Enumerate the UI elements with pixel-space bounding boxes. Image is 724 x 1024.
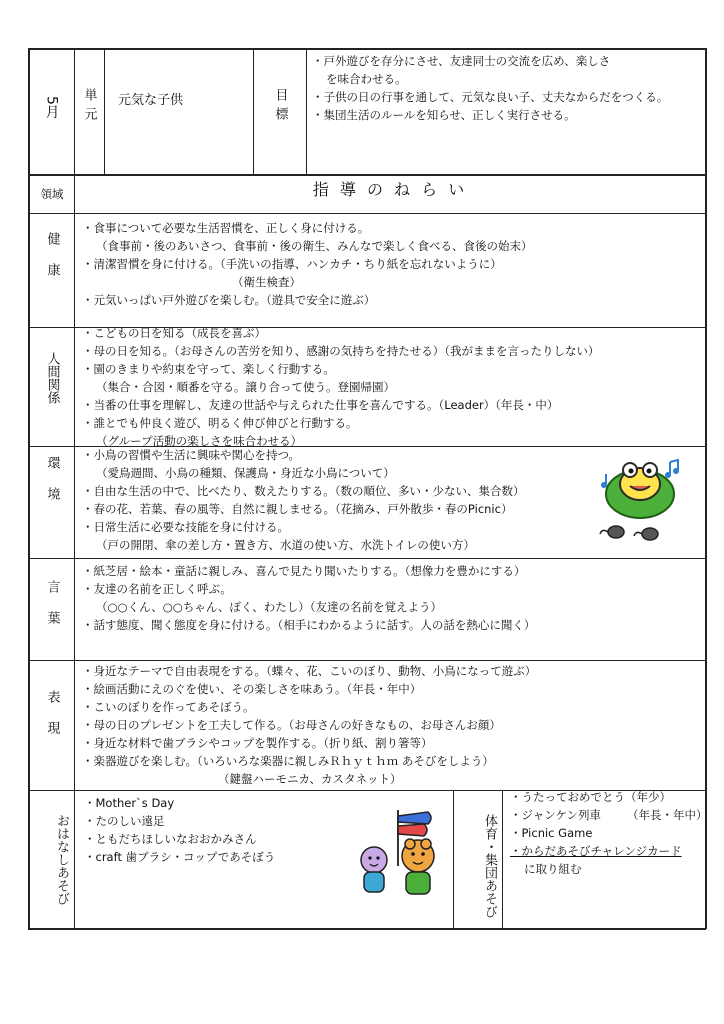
header-divider-2 [104,48,105,175]
story-item: ・たのしい遠足 [84,814,165,828]
aim-line: ・当番の仕事を理解し、友達の世話や与えられた仕事を喜んでする。（Leader）（年長・中） [82,398,559,412]
aim-line: ・こどもの日を知る（成長を喜ぶ） [82,326,266,340]
pe-item: ・からだあそびチャレンジカード [510,844,682,858]
pe-item: に取り組む [524,862,582,876]
goal-line: ・戸外遊びを存分にさせ、友達同士の交流を広め、楽しさ [312,54,611,68]
aim-line: ・清潔習慣を身に付ける。（手洗いの指導、ハンカチ・ちり紙を忘れないように） [82,257,502,271]
aim-line: （戸の開閉、傘の差し方・置き方、水道の使い方、水洗トイレの使い方） [96,538,475,552]
story-play-items [84,794,275,866]
aim-line: ・紙芝居・絵本・童話に親しみ、喜んで見たり聞いたりする。（想像力を豊かにする） [82,564,526,578]
row-border-5 [28,660,706,661]
story-item: ・ともだちほしいなおおかみさん [84,832,257,846]
aim-line: ・春の花、若葉、春の風等、自然に親しませる。（花摘み、戸外散歩・春のPicnic） [82,502,513,516]
pe-item-text: ・ジャンケン列車 [510,808,601,822]
goal-line: ・集団生活のルールを知らせ、正しく実行させる。 [312,108,576,122]
label-column-divider [74,174,75,929]
unit-label: 単元 [81,88,97,126]
bottom-divider-1 [453,790,454,929]
pe-item [510,806,707,824]
relationships-aims [82,324,600,450]
area-label-relationships: 人間関係 [44,352,60,404]
pe-item-note: （年長・年中） [626,808,708,822]
child-right-body [406,872,430,894]
aim-heading: 指 導 の ね ら い [312,180,468,199]
aim-line: ・元気いっぱい戸外遊びを楽しむ。（遊具で安全に遊ぶ） [82,293,376,307]
aim-line: ・園のきまりや約束を守って、楽しく行動する。 [82,362,335,376]
goals-list [312,52,668,124]
goal-label: 目標 [272,88,288,126]
story-item: ・Mother`s Day [84,796,175,810]
carp-streamer-blue [398,812,431,824]
area-label-health: 健康 [44,232,60,294]
story-item: ・craft 歯ブラシ・コップであそぼう [84,850,276,864]
aim-line: ・身近なテーマで自由表現をする。（蝶々、花、こいのぼり、動物、小鳥になって遊ぶ） [82,664,537,678]
aim-line: ・小鳥の習慣や生活に興味や関心を持つ。 [82,448,301,462]
aim-line: ・絵画活動にえのぐを使い、その楽しさを味あう。（年長・年中） [82,682,422,696]
aim-line: （○○くん、○○ちゃん、ぼく、わたし）（友達の名前を覚えよう） [96,600,443,614]
goal-line: ・子供の日の行事を通して、元気な良い子、丈夫なからだをつくる。 [312,90,669,104]
unit-value: 元気な子供 [118,93,184,108]
aim-line: ・楽器遊びを楽しむ。（いろいろな楽器に親しみＲｈｙｔｈｍ あそびをしよう） [82,754,494,768]
health-aims [82,219,533,309]
child-left-head [361,847,387,873]
aim-line: ・誰とでも仲良く遊び、明るく伸び伸びと行動する。 [82,416,358,430]
row-border-4 [28,558,706,559]
pe-item: ・Picnic Game [510,826,593,840]
aim-line: ・母の日を知る。（お母さんの苦労を知り、感謝の気持ちを持たせる）（我がままを言ったりしない） [82,344,600,358]
aim-line: ・身近な材料で歯ブラシやコップを製作する。（折り紙、割り箸等） [82,736,433,750]
goal-line: を味合わせる。 [326,72,407,86]
aim-line: ・話す態度、聞く態度を身に付ける。（相手にわかるように話す。人の話を熱心に聞く） [82,618,536,632]
expression-aims [82,662,536,788]
header-divider-1 [74,48,75,175]
header-bottom-border [28,174,706,176]
outer-top-border [28,48,706,50]
child-left-body [364,872,384,892]
area-label-expression: 表現 [44,690,60,752]
frog-illustration [600,458,684,546]
month-label: 5月 [43,96,60,119]
aim-line: ・母の日のプレゼントを工夫して作る。（お母さんの好きなもの、お母さんお顔） [82,718,501,732]
aim-line: ・自由な生活の中で、比べたり、数えたりする。（数の順位、多い・少ない、集合数） [82,484,525,498]
environment-aims [82,446,525,554]
header-divider-4 [306,48,307,175]
row-border-1 [28,213,706,214]
header-divider-3 [253,48,254,175]
aim-line: （鍵盤ハーモニカ、カスタネット） [218,772,402,786]
aim-line: （グループ活動の楽しさを味合わせる） [96,434,303,448]
area-label-pe-group-play: 体育・集団あそび [482,814,497,918]
aim-line: ・友達の名前を正しく呼ぶ。 [82,582,232,596]
tadpole-right [642,528,658,540]
pe-group-play-items [510,788,707,878]
aim-line: （食事前・後のあいさつ、食事前・後の衛生、みんなで楽しく食べる、食後の始末） [96,239,533,253]
pe-item: ・うたっておめでとう（年少） [510,790,671,804]
language-aims [82,562,535,634]
aim-line: （愛鳥週間、小鳥の種類、保護鳥・身近な小鳥について） [96,466,395,480]
area-label-story-play: おはなしあそび [54,814,69,905]
aim-line: ・こいのぼりを作ってあそぼう。 [82,700,255,714]
aim-line: （集合・合図・順番を守る。譲り合って使う。登園帰園） [96,380,395,394]
aim-line: ・食事について必要な生活習慣を、正しく身に付ける。 [82,221,370,235]
area-label-environment: 環境 [44,456,60,518]
area-label-language: 言葉 [44,580,60,642]
tadpole-left [608,526,624,538]
area-heading: 領域 [40,187,64,201]
carp-streamer-red [398,824,427,836]
outer-bottom-border [28,928,706,930]
bottom-divider-2 [502,790,503,929]
aim-line: （衛生検査） [232,275,301,289]
koinobori-children-illustration [352,806,446,902]
aim-line: ・日常生活に必要な技能を身に付ける。 [82,520,289,534]
